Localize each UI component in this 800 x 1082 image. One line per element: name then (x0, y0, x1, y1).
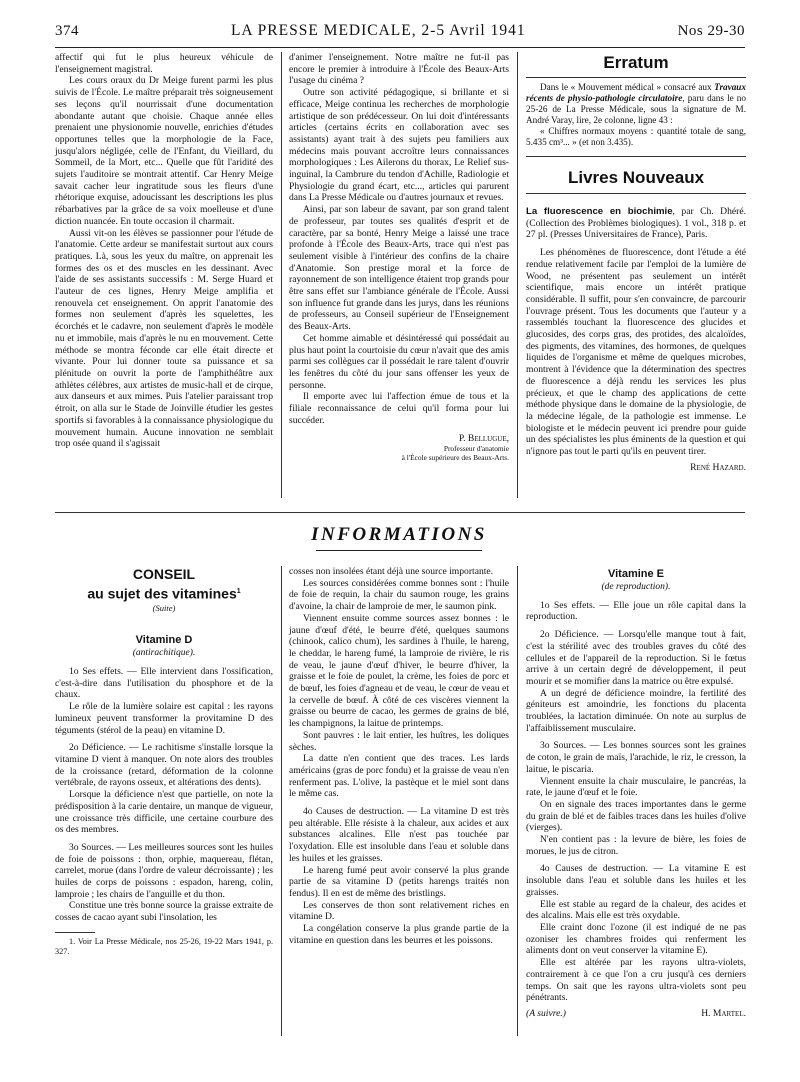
erratum-text-part: , paru dans le no 25-26 de La Presse Médicale, sous la signature de M. André Varay, lire, 2e colonne, ligne 43 : (526, 93, 746, 125)
paragraph: Il emporte avec lui l'affection émue de tous et la filiale reconnaissance de celui qu'il forma pour lui succéder. (289, 391, 509, 426)
paragraph: Sont pauvres : le lait entier, les huîtres, les doliques sèches. (289, 729, 509, 753)
paragraph: 2o Déficience. — Lorsqu'elle manque tout à fait, c'est la stérilité avec des troubles graves du côté des cellules et de l'appareil de la reproduction. Si le fœtus arrive à un certain degré de développement, il peut mourir et se momifier dans la matrice ou être expulsé. (526, 629, 746, 687)
journal-title: LA PRESSE MEDICALE, 2-5 Avril 1941 (230, 22, 526, 39)
erratum-text (526, 82, 746, 126)
divider (526, 77, 746, 78)
vitamin-d-subtitle: (antirachitique). (132, 648, 196, 659)
paragraph: d'animer l'enseignement. Notre maître ne fut-il pas encore le premier à introduire à l'École des Beaux-Arts l'usage du cinéma ? (289, 52, 509, 87)
vitamins-column-2 (289, 566, 509, 947)
book-reference (526, 206, 746, 241)
issue-number: Nos 29-30 (677, 23, 745, 39)
erratum-title: Erratum (603, 53, 669, 72)
informations-banner: INFORMATIONS (311, 524, 487, 545)
author-affiliation: à l'École supérieure des Beaux-Arts. (401, 453, 509, 463)
paragraph: affectif qui fut le plus heureux véhicule de l'enseignement magistral. (55, 52, 273, 75)
paragraph: Elle est altérée par les rayons ultra-violets, contrairement à ce que l'on a cru jusqu'à ces derniers temps. On sait que les rayons ultra-violets sont peu pénétrants. (526, 957, 746, 1004)
divider (526, 156, 746, 157)
running-header (55, 22, 745, 46)
paragraph: 4o Causes de destruction. — La vitamine E est insoluble dans l'eau et soluble dans les huiles et les graisses. (526, 863, 746, 898)
vitamins-column-3 (526, 566, 746, 1020)
paragraph: Viennent ensuite la chair musculaire, le pancréas, la rate, le jaune d'œuf et le foie. (526, 775, 746, 799)
paragraph: Ainsi, par son labeur de savant, par son grand talent de professeur, par toutes ses qualités d'esprit et de caractère, par sa bonté, Henry Meige a laissé une trace profonde à l'École des Beaux-Arts, trace qui n'est pas seulement visible à l'intérieur des confins de la chaire d'Anatomie. Son prestige moral et la force de rayonnement de son intelligence étaient trop grands pour être sans effet sur l'ambiance générale de l'École. Aussi son influence fut grande dans les jurys, dans les réunions de professeurs, au Conseil supérieur de l'Enseignement des Beaux-Arts. (289, 204, 509, 333)
obituary-column-1 (55, 52, 273, 450)
paragraph: La congélation conserve la plus grande partie de la vitamine en question dans les beurres et les poissons. (289, 923, 509, 946)
reviewer: René Hazard. (690, 461, 746, 473)
paragraph: Constitue une très bonne source la graisse extraite de cosses de cacao ayant subi l'insolation, les (55, 900, 273, 924)
paragraph: Lorsque la déficience n'est que partielle, on note la prédisposition à la carie dentaire, un manque de vigueur, une croissance très difficile, une certaine courbure des os des membres. (55, 789, 273, 836)
vitamins-column-1 (55, 566, 273, 957)
conseil-subtitle-text: au sujet des vitamines (87, 585, 237, 602)
erratum-quote: « Chiffres normaux moyens : quantité totale de sang, 5.435 cm³... » (et non 3.435). (526, 126, 746, 147)
paragraph: 1o Ses effets. — Elle joue un rôle capital dans la reproduction. (526, 599, 746, 623)
paragraph: La datte n'en contient que des traces. Les lards américains (gras de porc fondu) et la graisse de veau n'en renferment pas. L'olive, la pastèque et le miel sont dans le même cas. (289, 753, 509, 800)
paragraph: A un degré de déficience moindre, la fertilité des géniteurs est amoindrie, les fonctions du placenta troublées, la lactation diminuée. On note au surplus de l'affaiblissement musculaire. (526, 687, 746, 734)
erratum-article-title: Travaux récents de physio-pathologie circulatoire (526, 82, 746, 103)
header-rule (55, 47, 745, 48)
sidebar-column (526, 52, 746, 473)
paragraph: Les cours oraux du Dr Meige furent parmi les plus suivis de l'École. Le maître préparait très soigneusement ses leçons qu'il nourrissait d'une documentation abondante autant que choisie. Chaque année elles prenaient une physionomie nouvelle, enrichies d'études opportunes telles que la morphologie de la Face, jusqu'alors négligée, celle de l'Enfant, du Vieillard, du Sommeil, de la Mort, etc... Quelle que fût l'aridité des sujets l'auditoire se montrait attentif. Car Henry Meige savait cacher leur ingratitude sous les fleurs d'une rhétorique exquise, adoucissant les descriptions les plus rébarbatives par la grâce de sa voix moelleuse et d'une diction nuancée. En toute occasion il charmait. (55, 75, 273, 227)
paragraph: Le hareng fumé peut avoir conservé la plus grande partie de sa vitamine D (petits harengs traités non fendus). Il en est de même des bristlings. (289, 864, 509, 899)
spacer (55, 614, 273, 632)
paragraph: Outre son activité pédagogique, si brillante et si efficace, Meige continua les recherches de morphologie artistique de son prédécesseur. On lui doit d'intéressants articles (certains écrits en collaboration avec ses assistants) ayant trait à des sujets peu familiers aux médecins mais pouvant accroître leurs connaissances morphologiques : Les Ailerons du thorax, Le Relief sus-inguinal, la Cambrure du tendon d'Achille, Radiologie et Physiologie du grand écart, etc..., articles qui parurent dans La Presse Médicale ou d'autres journaux et revues. (289, 87, 509, 204)
paragraph: Cet homme aimable et désintéressé qui possédait au plus haut point la courtoisie du cœur n'avait que des amis parmi ses collègues car il possédait le rare talent d'ouvrir les fenêtres du côté du jour sans offenser les yeux de personne. (289, 332, 509, 391)
livres-title: Livres Nouveaux (567, 168, 705, 187)
book-review: Les phénomènes de fluorescence, dont l'étude a été rendue relativement facile par l'emploi de la lumière de Wood, ne présentent pas seulement un intérêt scientifique, mais encore un intérêt pratique considérable. Il suffit, pour s'en convaincre, de parcourir l'ouvrage présent. Tous les documents que l'auteur y a rassemblés touchant la fluorescence des glucides et glucosides, des corps gras, des protides, des alcaloïdes, des pigments, des vitamines, des hormones, de quelques liquides de l'organisme et même de quelques microbes, montrent à l'évidence que la détermination des spectres de fluorescence a déjà rendu les services les plus précieux, et que le champ des applications de cette méthode physique dans le domaine de la physiologie, de la médecine légale, de la pathologie est immense. Le biologiste et le médecin peuvent ici prendre pour guide un des spécialistes les plus éminents de la question et qui n'ignore pas tout le parti qu'ils en peuvent tirer. (526, 247, 746, 458)
paragraph: N'en contient pas : la levure de bière, les foies de morues, le jus de citron. (526, 834, 746, 857)
paragraph: Elle craint donc l'ozone (il est indiqué de ne pas ozoniser les chambres froides qui renferment les aliments dont on veut conserver la vitamine E). (526, 921, 746, 957)
paragraph: cosses non insolées étant déjà une source importante. (289, 566, 494, 577)
paragraph: Le rôle de la lumière solaire est capital : les rayons lumineux peuvent transformer la provitamine D des téguments (stérol de la peau) en vitamine D. (55, 701, 273, 736)
conseil-subtitle (55, 583, 273, 603)
column-divider (281, 566, 282, 1036)
paragraph: 3o Sources. — Les meilleures sources sont les huiles de foie de poissons : thon, orphie, maquereau, flétan, carrelet, morue (dans l'ordre de valeur décroissante) ; les huiles de corps de poissons : espadon, hareng, colin, lamproie ; les chairs de l'anguille et du thon. (55, 841, 273, 900)
page-number: 374 (55, 23, 79, 39)
conseil-title: CONSEIL (132, 566, 196, 582)
article-footer (526, 1008, 746, 1020)
column-divider (517, 52, 518, 498)
paragraph: 1o Ses effets. — Elle intervient dans l'ossification, c'est-à-dire dans l'utilisation du phosphore et de la chaux. (55, 666, 273, 701)
footnote-rule (55, 932, 95, 933)
vitamin-d-title: Vitamine D (135, 634, 193, 647)
to-be-continued: (A suivre.) (526, 1007, 566, 1019)
paragraph: Elle est stable au regard de la chaleur, des acides et des alcalins. Mais elle est très oxydable. (526, 898, 746, 922)
paragraph: 4o Causes de destruction. — La vitamine D est très peu altérable. Elle résiste à la chaleur, aux acides et aux substances alcalines. Elle n'est pas touchée par l'oxydation. Elle est insoluble dans l'eau et soluble dans les huiles et les graisses. (289, 806, 509, 864)
paragraph: Aussi vit-on les élèves se passionner pour l'étude de l'anatomie. Cette ardeur se manifestait surtout aux cours pratiques. Là, sous les yeux du maître, on apprenait les formes des os et des muscles en les dessinant. Avec l'aide de ses assistants successifs : M. Serge Huard et l'auteur de ces lignes, Henry Meige amplifia et renouvela cet enseignement. On apprit l'anatomie des formes non seulement d'après les squelettes, les écorchés et le cadavre, non seulement d'après le modèle nu et immobile, mais d'après le nu en mouvement. Cette méthode se montra féconde car elle était directe et vivante. Pour lui donner toute sa puissance et sa plénitude on ouvrit la porte de l'amphithéâtre aux athlètes célèbres, aux artistes de music-hall et de cirque, aux danseurs et aux mimes. Puis l'atelier paraissant trop étroit, on alla sur le Stade de Joinville étudier les gestes sportifs si favorables à la connaissance physiologique du mouvement humain. Aucune innovation ne semblait trop osée quand il s'agissait (55, 227, 273, 450)
article-author: H. Martel. (701, 1007, 746, 1019)
paragraph: Les sources considérées comme bonnes sont : l'huile de foie de requin, la chair du saumon rouge, les grains d'avoine, la chair de lamproie de mer, le saumon pink. (289, 577, 509, 613)
erratum-text-part: Dans le « Mouvement médical » consacré aux (540, 82, 715, 92)
author-title: Professeur d'anatomie (443, 444, 509, 454)
author-signature: P. Bellugue, (458, 432, 509, 444)
book-meta: , par Ch. Dhéré. (Collection des Problèmes biologiques). 1 vol., 318 p. et 27 pl. (Presses Universitaires de France), Paris. (526, 206, 746, 241)
section-rule (55, 512, 745, 513)
column-divider (281, 52, 282, 498)
divider (526, 193, 746, 194)
book-title: La fluorescence en biochimie (526, 206, 673, 217)
footnote-marker: 1 (236, 588, 241, 595)
column-divider (517, 566, 518, 1036)
paragraph: On en signale des traces importantes dans le germe du grain de blé et de faibles traces dans les huiles d'olive (vierges). (526, 798, 746, 834)
vitamin-e-subtitle: (de reproduction). (601, 582, 671, 592)
paragraph: 3o Sources. — Les bonnes sources sont les graines de coton, le grain de maïs, l'arachide, le riz, le cresson, la laitue, le piscaria. (526, 740, 746, 775)
paragraph: Les conserves de thon sont relativement riches en vitamine D. (289, 899, 509, 923)
paragraph: 2o Déficience. — Le rachitisme s'installe lorsque la vitamine D vient à manquer. On note alors des troubles de la croissance (retard, déformation de la colonne vertébrale, de rayons osseux, et altérations des dents). (55, 742, 273, 789)
footnote: 1. Voir La Presse Médicale, nos 25-26, 19-22 Mars 1941, p. 327. (55, 936, 273, 956)
suite-label: (Suite) (152, 602, 176, 613)
paragraph: Viennent ensuite comme sources assez bonnes : le jaune d'œuf d'été, le beurre d'été, quelques saumons (chinook, calico chum), les sardines à l'huile, le hareng, le cheddar, le hareng fumé, la lamproie de rivière, le ris de veau, le jaune d'œuf d'hiver, le beurre d'hiver, la graisse et le foie de poulet, la crème, les foies de porc et de bœuf, les foies d'agneau et de veau, le cœur de veau et la cervelle de bœuf. À côté de ces viscères viennent la graisse ou beurre de cacao, les germes de grains de blé, les champignons, la laitue de printemps. (289, 612, 509, 730)
obituary-column-2 (289, 52, 509, 462)
banner-underline (316, 550, 482, 551)
vitamin-e-title: Vitamine E (607, 568, 665, 580)
